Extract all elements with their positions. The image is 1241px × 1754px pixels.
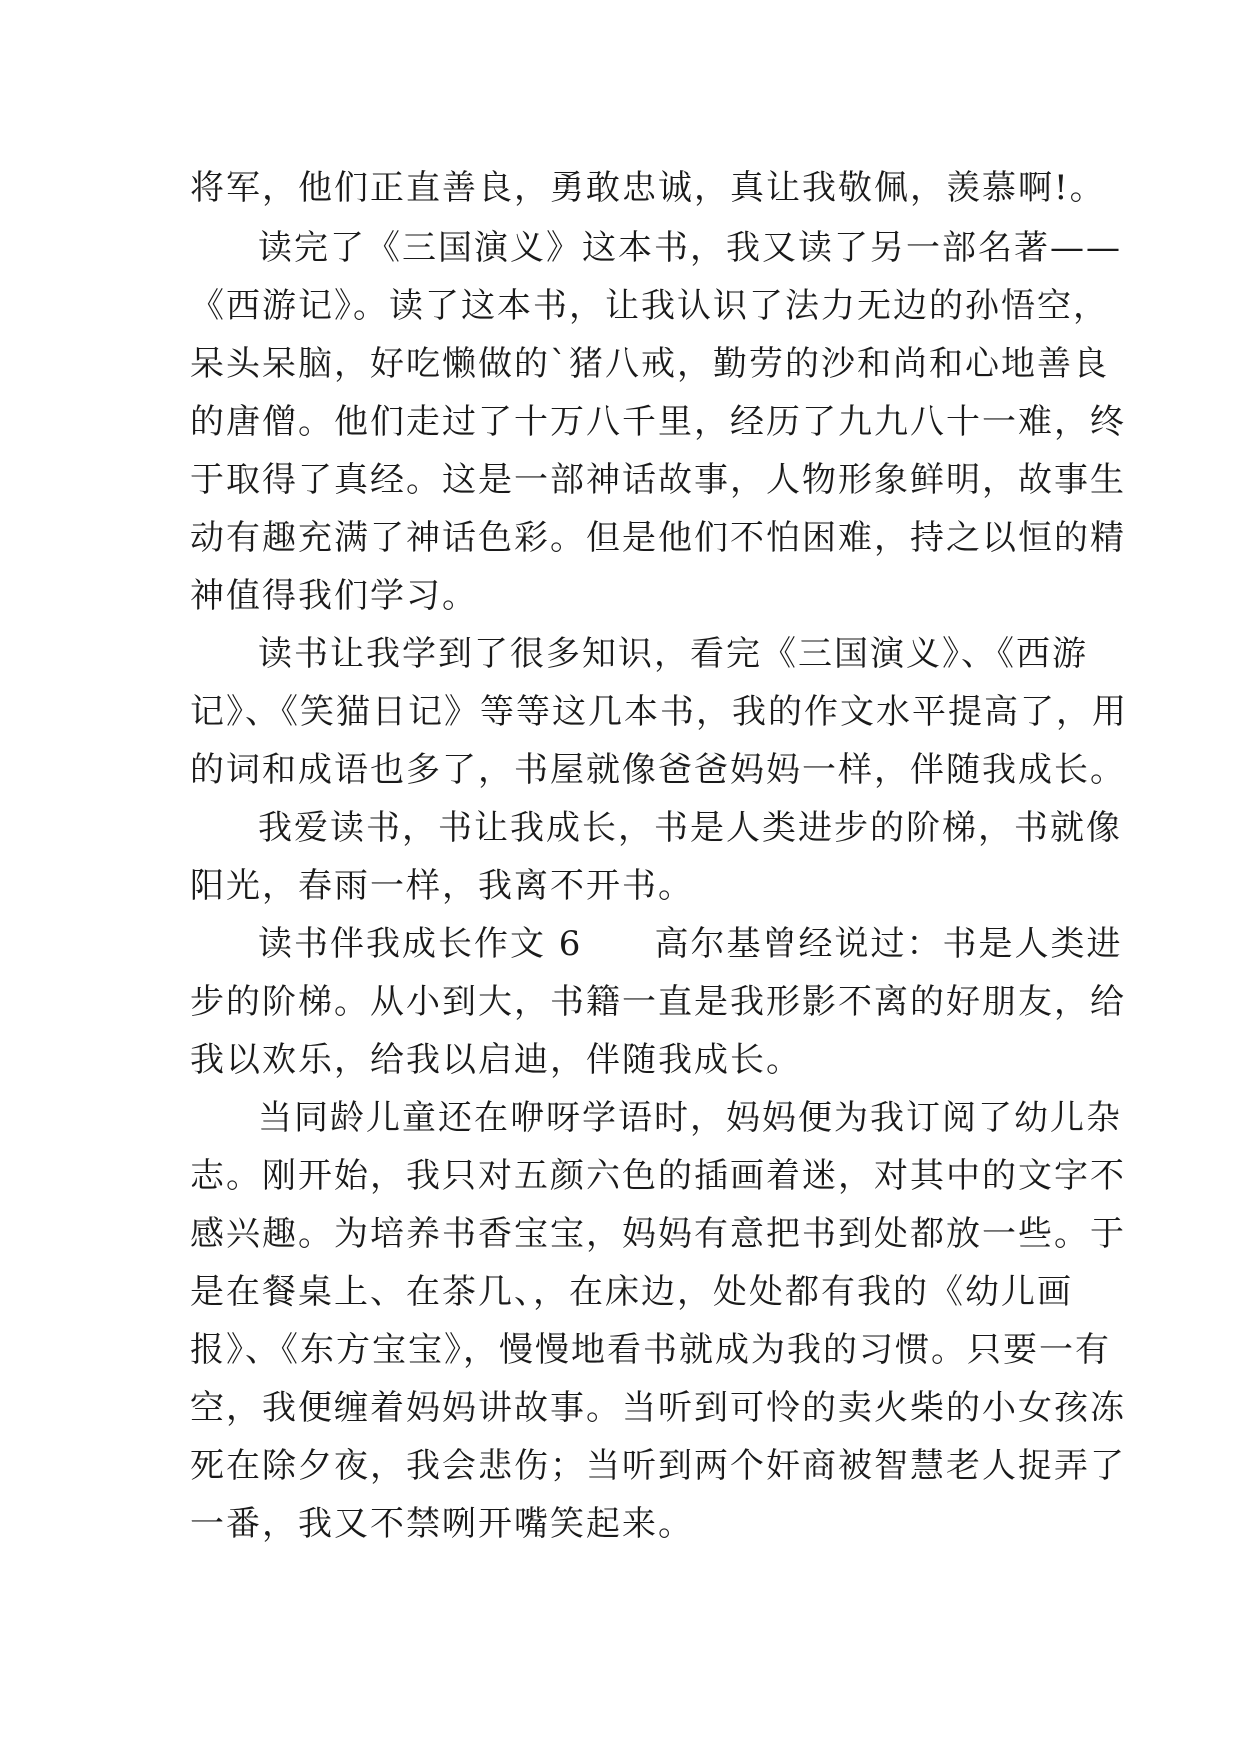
text-line: 呆头呆脑，好吃懒做的`猪八戒，勤劳的沙和尚和心地善良: [190, 344, 1109, 384]
text-line: 我爱读书，书让我成长，书是人类进步的阶梯，书就像: [258, 808, 1122, 848]
text-line: 当同龄儿童还在咿呀学语时，妈妈便为我订阅了幼儿杂: [258, 1098, 1122, 1138]
text-line: 我以欢乐，给我以启迪，伴随我成长。: [190, 1040, 802, 1080]
text-line: 一番，我又不禁咧开嘴笑起来。: [190, 1504, 694, 1544]
text-line: 读书伴我成长作文 6 高尔基曾经说过：书是人类进: [258, 924, 1123, 964]
text-line: 记》、《笑猫日记》等等这几本书，我的作文水平提高了，用: [190, 692, 1128, 732]
text-line: 阳光，春雨一样，我离不开书。: [190, 866, 694, 906]
text-line: 是在餐桌上、在茶几、，在床边，处处都有我的《幼儿画: [190, 1272, 1073, 1312]
text-line: 的词和成语也多了，书屋就像爸爸妈妈一样，伴随我成长。: [190, 750, 1126, 790]
text-line: 于取得了真经。这是一部神话故事，人物形象鲜明，故事生: [190, 460, 1126, 500]
text-line: 的唐僧。他们走过了十万八千里，经历了九九八十一难，终: [190, 402, 1126, 442]
text-line: 读完了《三国演义》这本书，我又读了另一部名著——: [258, 228, 1122, 268]
text-line: 报》、《东方宝宝》，慢慢地看书就成为我的习惯。只要一有: [190, 1330, 1111, 1370]
text-line: 将军，他们正直善良，勇敢忠诚，真让我敬佩，羡慕啊!。: [190, 168, 1106, 208]
text-line: 步的阶梯。从小到大，书籍一直是我形影不离的好朋友，给: [190, 982, 1126, 1022]
text-line: 神值得我们学习。: [190, 576, 478, 616]
text-line: 死在除夕夜，我会悲伤；当听到两个奸商被智慧老人捉弄了: [190, 1446, 1126, 1486]
text-line: 动有趣充满了神话色彩。但是他们不怕困难，持之以恒的精: [190, 518, 1126, 558]
text-line: 志。刚开始，我只对五颜六色的插画着迷，对其中的文字不: [190, 1156, 1126, 1196]
text-line: 感兴趣。为培养书香宝宝，妈妈有意把书到处都放一些。于: [190, 1214, 1126, 1254]
text-line: 读书让我学到了很多知识，看完《三国演义》、《西游: [258, 634, 1088, 674]
text-line: 空，我便缠着妈妈讲故事。当听到可怜的卖火柴的小女孩冻: [190, 1388, 1126, 1428]
text-line: 《西游记》。读了这本书，让我认识了法力无边的孙悟空，: [190, 286, 1109, 326]
